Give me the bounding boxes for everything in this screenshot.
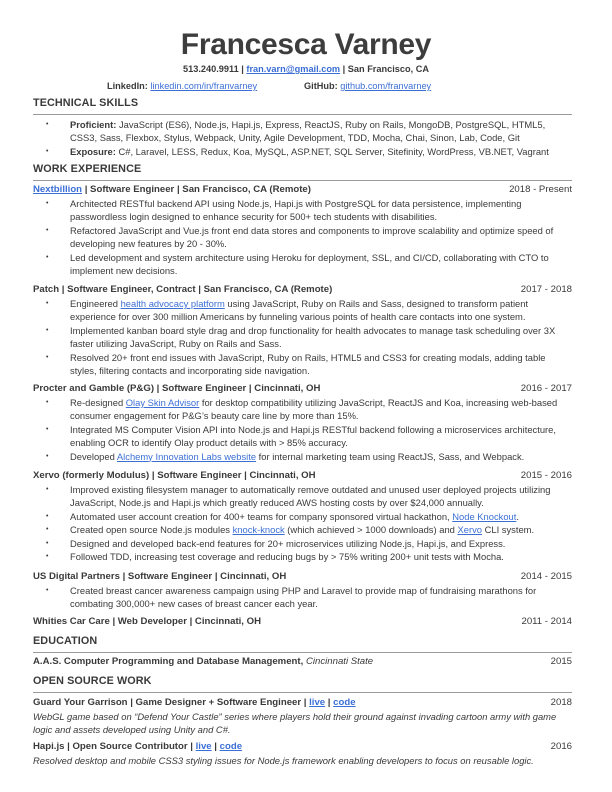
bullet	[33, 396, 572, 423]
xervo-link[interactable]: Xervo	[457, 524, 482, 536]
text: CLI system.	[481, 524, 535, 536]
project-header	[33, 697, 572, 709]
github-line	[304, 81, 431, 91]
section-title-open-source: OPEN SOURCE WORK	[33, 675, 152, 687]
exposure-label: Exposure:	[70, 145, 116, 157]
job-header	[33, 383, 572, 395]
school: Cincinnati State	[303, 656, 374, 667]
education-year: 2015	[550, 656, 572, 667]
bullet	[33, 450, 572, 463]
job-bullets	[33, 584, 572, 611]
health-advocacy-link[interactable]: health advocacy platform	[120, 298, 225, 309]
location: San Francisco, CA	[347, 64, 429, 74]
job-header	[33, 184, 572, 196]
job-dates: 2017 - 2018	[520, 284, 572, 295]
skills-proficient	[33, 118, 572, 145]
section-title-skills: TECHNICAL SKILLS	[33, 97, 139, 109]
knock-knock-link[interactable]: knock-knock	[232, 524, 285, 536]
olay-skin-advisor-link[interactable]: Olay Skin Advisor	[125, 397, 200, 408]
live-link[interactable]: live	[195, 741, 212, 752]
degree: A.A.S. Computer Programming and Database Management,	[33, 656, 304, 667]
text: .	[516, 510, 519, 522]
bullet	[33, 510, 572, 523]
job-title: Patch | Software Engineer, Contract | San Francisco, CA (Remote)	[33, 284, 333, 295]
linkedin-label: LinkedIn:	[107, 81, 148, 91]
education-entry	[33, 656, 572, 668]
project-year: 2016	[550, 741, 572, 752]
company-link[interactable]: Nextbillion	[33, 184, 83, 195]
job-bullets	[33, 197, 572, 277]
divider	[33, 114, 572, 115]
job-bullets	[33, 483, 572, 563]
linkedin-link[interactable]: linkedin.com/in/franvarney	[150, 81, 258, 91]
job-header	[33, 571, 572, 583]
job-header	[33, 616, 572, 628]
section-title-education: EDUCATION	[33, 635, 98, 647]
job-title: | Software Engineer | San Francisco, CA (Remote)	[82, 184, 311, 195]
separator: |	[238, 64, 247, 74]
job-dates: 2014 - 2015	[520, 571, 572, 582]
contact-line	[0, 64, 612, 74]
linkedin-line	[107, 81, 257, 91]
job-bullets	[33, 297, 572, 377]
divider	[33, 652, 572, 653]
project-title: Guard Your Garrison | Game Designer + Software Engineer |	[33, 697, 310, 708]
job-header	[33, 470, 572, 482]
github-link[interactable]: github.com/franvarney	[340, 81, 432, 91]
section-title-work: WORK EXPERIENCE	[33, 163, 142, 175]
text: (which achieved > 1000 downloads) and	[284, 524, 458, 536]
bullet: • Led development and system architecture using Heroku for deployment, SSL, and CI/CD, collaborating with CTO to implement new decisions.	[33, 251, 572, 278]
bullet	[33, 297, 572, 324]
job-title: US Digital Partners | Software Engineer | Cincinnati, OH	[33, 571, 287, 582]
project-description: WebGL game based on “Defend Your Castle” series where players hold their ground against invading cartoon army with game logic and assets developed using Unity and C#.	[33, 711, 557, 736]
text: using JavaScript, Ruby on Rails and Sass, designed to transform patient experience for over 300 million Americans by funneling various points of health care contacts into one system.	[70, 298, 529, 323]
live-link[interactable]: live	[309, 697, 326, 708]
alchemy-labs-link[interactable]: Alchemy Innovation Labs website	[116, 450, 257, 462]
bullet	[33, 523, 572, 536]
text: for desktop compatibility utilizing JavaScript, ReactJS and Koa, increasing web-based consumer engagement for P&G’s beauty care line by more than 15%.	[70, 397, 558, 422]
skills-list	[33, 118, 572, 158]
bullet: • Designed and developed back-end features for 20+ microservices utilizing Node.js, Hapi.js, and Express.	[33, 537, 572, 550]
text: Re-designed	[70, 397, 126, 408]
divider	[33, 180, 572, 181]
project-title: Hapi.js | Open Source Contributor |	[33, 741, 196, 752]
bullet: • Architected RESTful backend API using Node.js, Hapi.js with PostgreSQL for data persistence, implementing passwordless login designed to enhance security for 500+ tech students with disabilities.	[33, 197, 572, 224]
text: for internal marketing team using ReactJS, Sass, and Webpack.	[256, 450, 525, 462]
divider	[33, 692, 572, 693]
job-header	[33, 284, 572, 296]
job-bullets	[33, 396, 572, 463]
bullet: • Resolved 20+ front end issues with JavaScript, Ruby on Rails, HTML5 and CSS3 for creating modals, adding table styles, filtering contacts and incorporating side navigation.	[33, 351, 572, 378]
exposure-text: C#, Laravel, LESS, Redux, Koa, MySQL, ASP.NET, SQL Server, Sitefinity, WordPress, VB.NET, Vagrant	[115, 145, 549, 157]
text: Automated user account creation for 400+ teams for company sponsored virtual hackathon,	[70, 510, 453, 522]
bullet: • Created breast cancer awareness campaign using PHP and Laravel to provide map of fundraising marathons for combating 300,000+ new cases of breast cancer each year.	[33, 584, 572, 611]
separator: |	[340, 64, 348, 74]
candidate-name: Francesca Varney	[180, 28, 432, 61]
separator: |	[211, 741, 220, 752]
job-dates: 2011 - 2014	[521, 616, 572, 627]
bullet: • Improved existing filesystem manager to automatically remove outdated and unused user deployed projects utilizing JavaScript, Node.js and Hapi.js which greatly reduced AWS hosting costs by over $24,000 annually.	[33, 483, 572, 510]
email-link[interactable]: fran.varn@gmail.com	[246, 64, 341, 74]
job-title: Whities Car Care | Web Developer | Cincinnati, OH	[33, 616, 262, 627]
bullet: • Refactored JavaScript and Vue.js front end data stores and components to improve scalability and optimize speed of developing new features by 20 - 30%.	[33, 224, 572, 251]
bullet: • Integrated MS Computer Vision API into Node.js and Hapi.js RESTful backend following a microservices architecture, enabling OCR to identify Olay product details with > 85% accuracy.	[33, 423, 572, 450]
code-link[interactable]: code	[333, 697, 356, 708]
text: Created open source Node.js modules	[70, 524, 233, 536]
text: Engineered	[70, 298, 121, 309]
separator: |	[325, 697, 334, 708]
proficient-label: Proficient:	[70, 119, 117, 130]
skills-exposure	[33, 145, 572, 158]
node-knockout-link[interactable]: Node Knockout	[452, 510, 517, 522]
code-link[interactable]: code	[219, 741, 243, 752]
project-header	[33, 741, 572, 753]
job-title: Xervo (formerly Modulus) | Software Engineer | Cincinnati, OH	[33, 470, 316, 481]
github-label: GitHub:	[304, 81, 338, 91]
project-year: 2018	[550, 697, 572, 708]
project-description: Resolved desktop and mobile CSS3 styling issues for Node.js framework enabling developers to focus on reusable logic.	[33, 755, 534, 766]
job-dates: 2016 - 2017	[520, 383, 572, 394]
job-dates: 2015 - 2016	[520, 470, 572, 481]
job-dates: 2018 - Present	[509, 184, 572, 195]
text: Developed	[70, 450, 117, 462]
phone: 513.240.9911	[183, 64, 239, 74]
job-title: Procter and Gamble (P&G) | Software Engineer | Cincinnati, OH	[33, 383, 321, 394]
bullet: • Followed TDD, increasing test coverage and reducing bugs by > 75% writing 200+ unit tests with Mocha.	[33, 550, 572, 563]
bullet: • Implemented kanban board style drag and drop functionality for health advocates to manage task scheduling over 3X faster utilizing JavaScript, Ruby on Rails and Sass.	[33, 324, 572, 351]
proficient-text: JavaScript (ES6), Node.js, Hapi.js, Express, ReactJS, Ruby on Rails, MongoDB, PostgreSQL, HTML5, CSS3, Sass, Flexbox, Stylus, Webpack, Unity, Agile Development, TDD, Mocha, Chai, Sinon, Lab, Code, Git	[70, 119, 546, 144]
